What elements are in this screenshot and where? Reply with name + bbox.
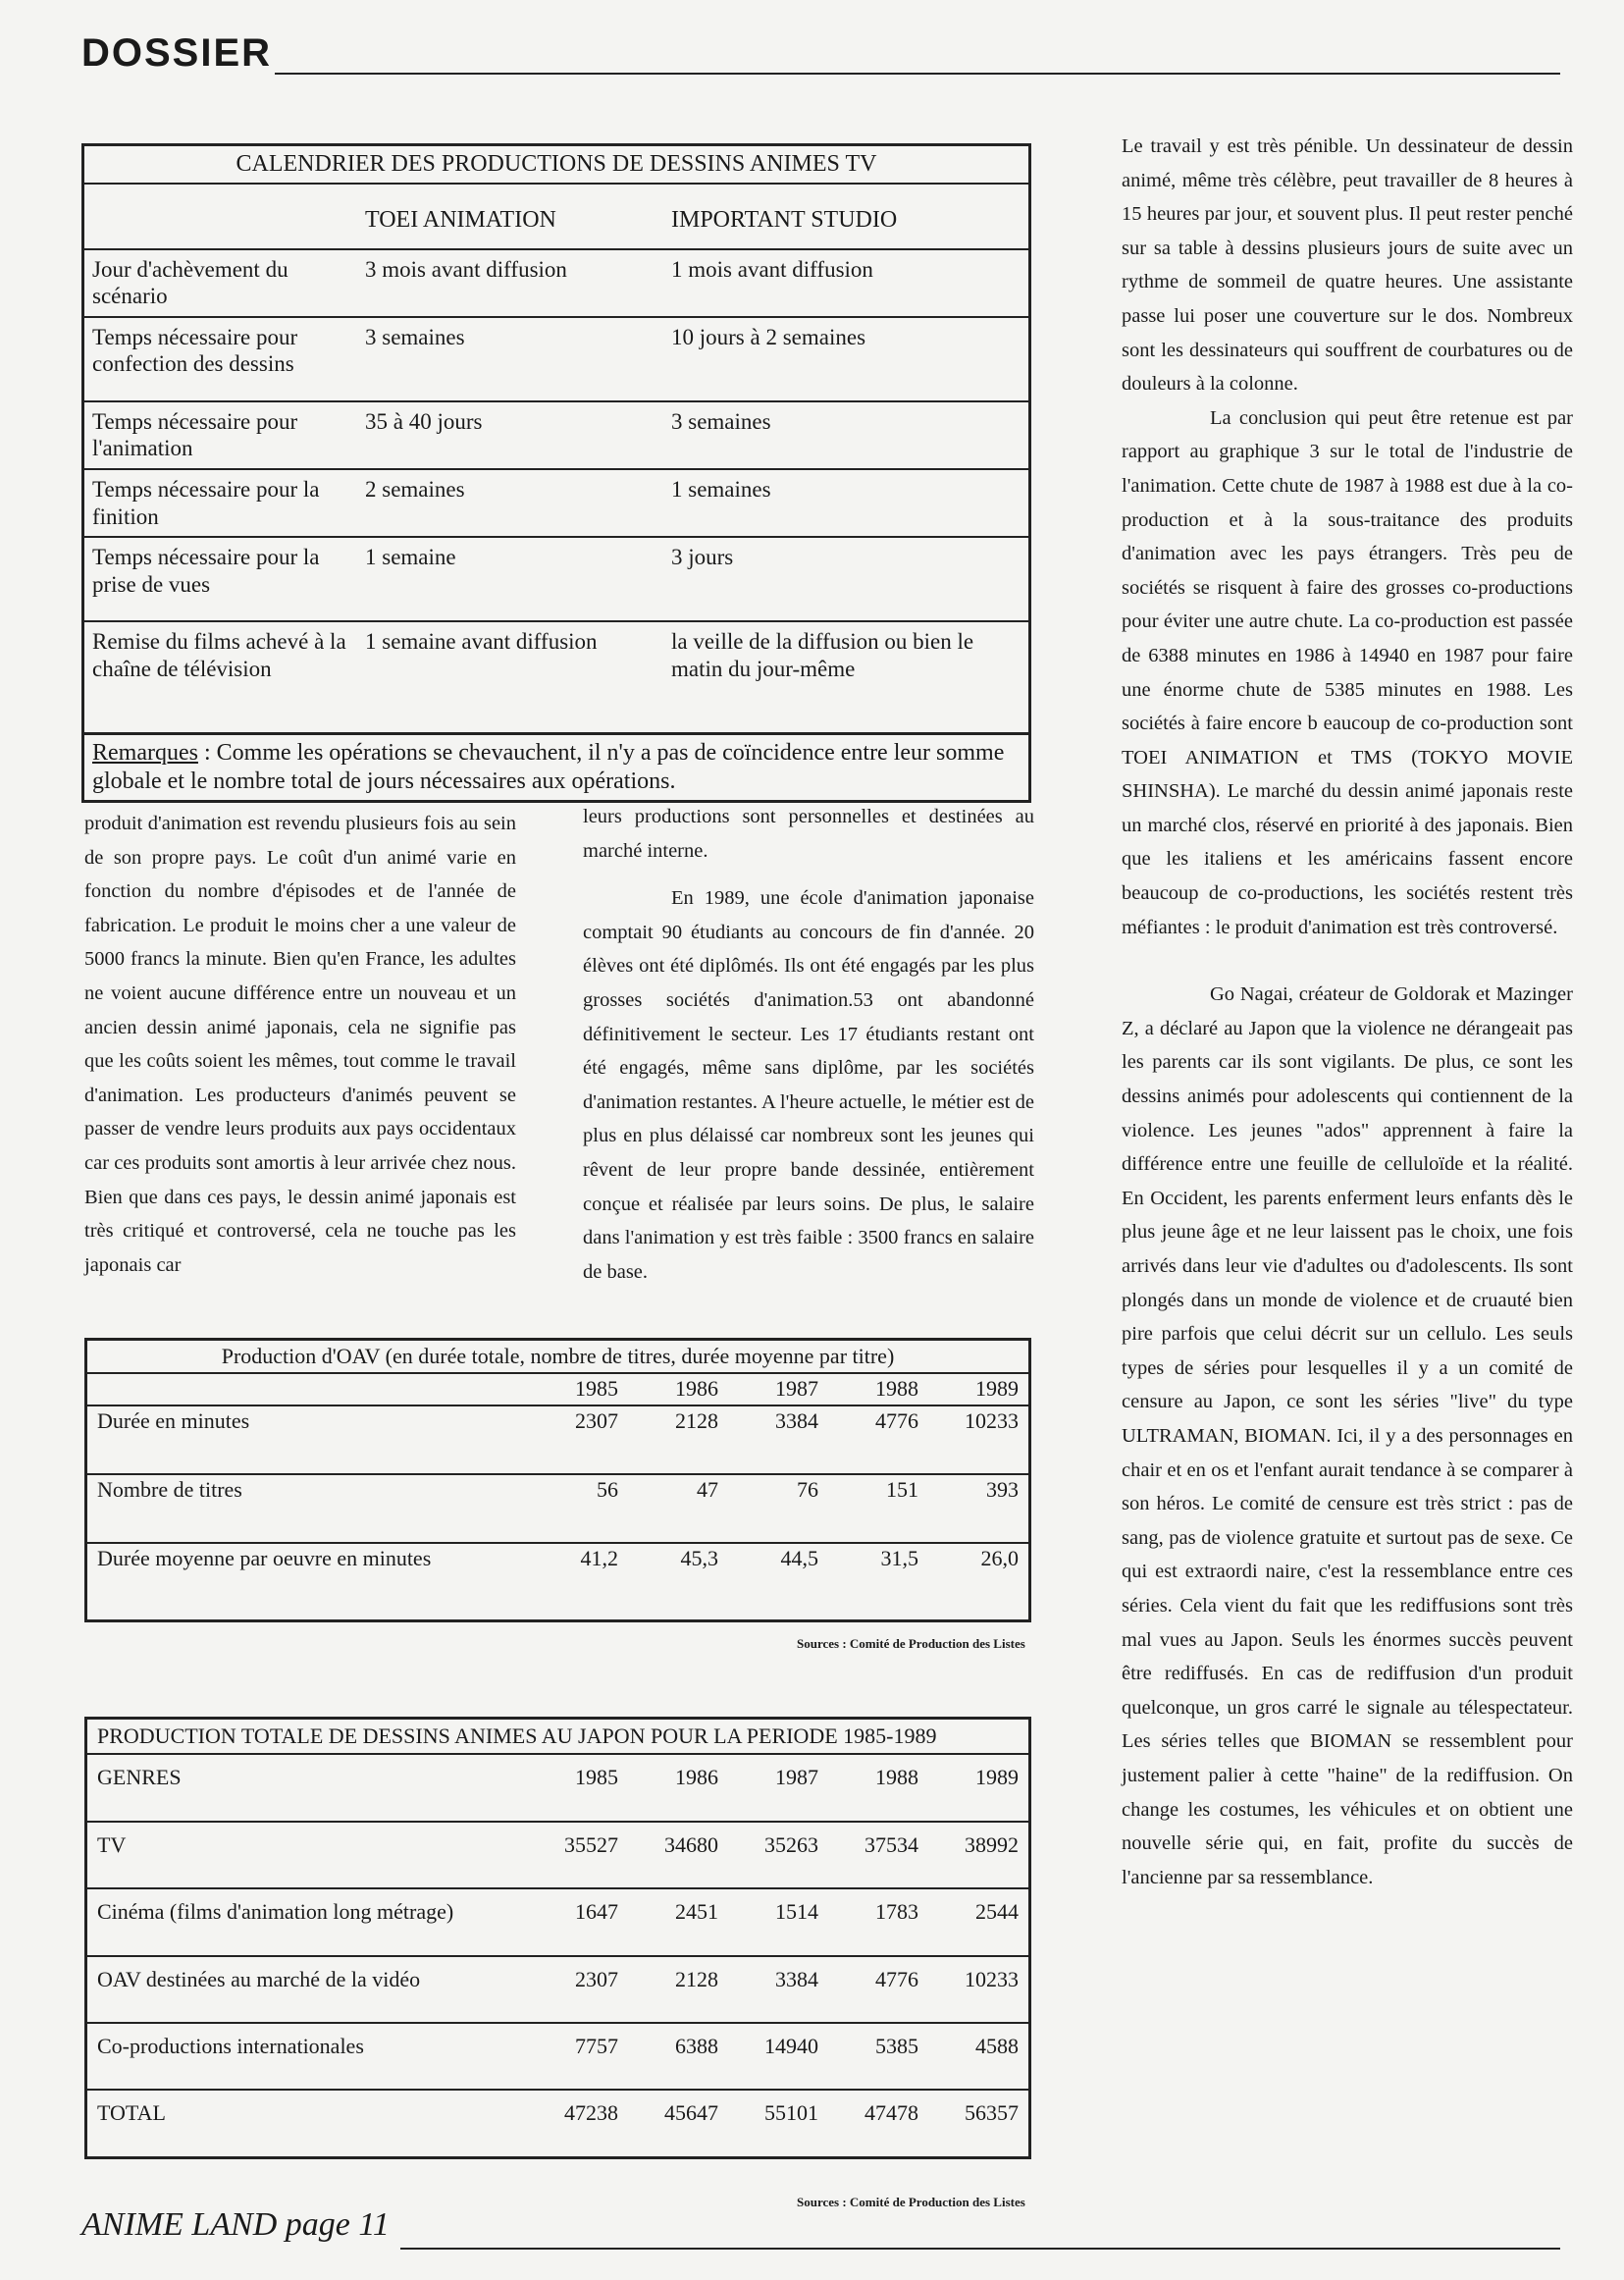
production-table: PRODUCTION TOTALE DE DESSINS ANIMES AU JAPON POUR LA PERIODE 1985-1989 GENRES 1985 1986 1987 1988 1989 TV 35527 34680 35263 37534 38992 Cinéma (films d'animation long métrage) 1647 2451 1514 1783 2544 OAV destinées au marché de la vidéo 2307 2128 3384 4776 10233 Co-productions internationales 7757 6388 14940 5385 4588 TOTAL 47238 45647 55101 47478 56357: [84, 1717, 1031, 2159]
footer-rule: [400, 2248, 1560, 2250]
calendar-row: Temps nécessaire pour la prise de vues 1 semaine 3 jours: [83, 537, 1030, 621]
calendar-col-toei: TOEI ANIMATION: [365, 206, 556, 233]
calendar-table: [81, 143, 1031, 803]
article-column-3: [1122, 130, 1573, 1894]
production-row: Co-productions internationales 7757 6388 14940 5385 4588: [86, 2023, 1030, 2090]
paragraph: Le travail y est très pénible. Un dessinateur de dessin animé, même très célèbre, peut travailler de 8 heures à 15 heures par jour, et souvent plus. Il peut rester penché sur sa table à dessins plusieurs jours de suite avec un rythme de sommeil de quatre heures. Une assistante passe lui poser une couverture sur le dos. Nombreux sont les dessinateurs qui souffrent de courbatures ou de douleurs à la colonne.: [1122, 135, 1573, 396]
calendar-row: Jour d'achèvement du scénario 3 mois avant diffusion 1 mois avant diffusion: [83, 249, 1030, 317]
oav-row: Nombre de titres 56 47 76 151 393: [86, 1474, 1030, 1543]
oav-table: Production d'OAV (en durée totale, nombre de titres, durée moyenne par titre) 1985 1986 1987 1988 1989 Durée en minutes 2307 2128 3384 4776 10233 Nombre de titres 56 47 76 151 393 Durée moyenne par oeuvre en minutes 41,2 45,3 44,5 31,5 26,0: [84, 1338, 1031, 1622]
paragraph: Go Nagai, créateur de Goldorak et Mazinger Z, a déclaré au Japon que la violence ne dérangeait pas les parents car ils sont vigilants. De plus, ce sont les dessins animés pour adolescents qui contiennent de la violence. Les jeunes "ados" apprennent à faire la différence entre une feuille de celluloïde et la réalité. En Occident, les parents enferment leurs enfants dès le plus jeune âge et ne leur laissent pas le choix, une fois arrivés dans leur vie d'adultes ou d'adolescents. Ils sont plongés dans un monde de violence et de cruauté bien pire parfois que celui décrit sur un cellulo. Les seuls types de séries pour lesquelles il y a un comité de censure au Japon, ce sont les séries "live" du type ULTRAMAN, BIOMAN. Ici, il y a des personnages en chair et en os et l'enfant aurait tendance à se comparer à son héros. Le comité de censure est très strict : pas de sang, pas de violence gratuite et surtout pas de sexe. Ce qui est extraordi naire, c'est la ressemblance entre ces séries. Cela vient du fait que les rediffusions sont très mal vues au Japon. Seuls les énormes succès peuvent être rediffusés. En cas de rediffusion d'un produit quelconque, un gros carré le signale au télespectateur. Les séries telles que BIOMAN se ressemblent pour justement palier à cette "haine" de la rediffusion. On change les costumes, les véhicules et on obtient une nouvelle série qui, en fait, profite du succès de l'ancienne par sa ressemblance.: [1122, 983, 1573, 1888]
article-column-2: [583, 800, 1034, 1289]
production-source: Sources : Comité de Production des Listes: [797, 2195, 1025, 2209]
section-header: DOSSIER: [81, 31, 273, 75]
calendar-remark: Remarques : Comme les opérations se chevauchent, il n'y a pas de coïncidence entre leur somme globale et le nombre total de jours nécessaires aux opérations.: [83, 734, 1030, 802]
header-rule: [275, 73, 1560, 75]
production-row: TOTAL 47238 45647 55101 47478 56357: [86, 2090, 1030, 2157]
paragraph: leurs productions sont personnelles et destinées au marché interne.: [583, 806, 1034, 862]
production-title: PRODUCTION TOTALE DE DESSINS ANIMES AU JAPON POUR LA PERIODE 1985-1989: [97, 1723, 937, 1748]
oav-source: Sources : Comité de Production des Listes: [797, 1636, 1025, 1651]
oav-title: Production d'OAV (en durée totale, nombre de titres, durée moyenne par titre): [86, 1340, 1030, 1374]
calendar-row: Temps nécessaire pour l'animation 35 à 40 jours 3 semaines: [83, 401, 1030, 469]
paragraph: La conclusion qui peut être retenue est par rapport au graphique 3 sur le total de l'industrie de l'animation. Cette chute de 1987 à 1988 est due à la co-production et à la sous-traitance des produits d'animation avec les pays étrangers. Très peu de sociétés se risquent à faire des grosses co-productions pour éviter une autre chute. La co-production est passée de 6388 minutes en 1986 à 14940 en 1987 pour faire une énorme chute de 5385 minutes en 1988. Les sociétés à faire encore b eaucoup de co-production sont TOEI ANIMATION et TMS (TOKYO MOVIE SHINSHA). Le marché du dessin animé japonais reste un marché clos, réservé en priorité à des japonais. Bien que les italiens et les américains fassent encore beaucoup de co-productions, les sociétés restent très méfiantes : le produit d'animation est très controversé.: [1122, 406, 1573, 938]
calendar-col-studio: IMPORTANT STUDIO: [671, 206, 898, 233]
calendar-title: CALENDRIER DES PRODUCTIONS DE DESSINS ANIMES TV: [83, 145, 1030, 184]
production-row: OAV destinées au marché de la vidéo 2307 2128 3384 4776 10233: [86, 1956, 1030, 2023]
paragraph: En 1989, une école d'animation japonaise comptait 90 étudiants au concours de fin d'année. 20 élèves ont été diplômés. Ils ont été engagés par les plus grosses sociétés d'animation.53 ont abandonné définitivement le secteur. Les 17 étudiants restant ont été engagés, même sans diplôme, par les sociétés d'animation restantes. A l'heure actuelle, le métier est de plus en plus délaissé car nombreux sont les jeunes qui rêvent de leur propre bande dessinée, entièrement conçue et réalisée par leurs soins. De plus, le salaire dans l'animation y est très faible : 3500 francs en salaire de base.: [583, 887, 1034, 1283]
page-footer: ANIME LAND page 11: [81, 2206, 390, 2243]
article-column-1: [84, 807, 516, 1282]
paragraph: produit d'animation est revendu plusieurs fois au sein de son propre pays. Le coût d'un animé varie en fonction du nombre d'épisodes et de l'année de fabrication. Le produit le moins cher a une valeur de 5000 francs la minute. Bien qu'en France, les adultes ne voient aucune différence entre un nouveau et un ancien dessin animé japonais, cela ne signifie pas que les coûts soient les mêmes, tout comme le travail d'animation. Les producteurs d'animés peuvent se passer de vendre leurs produits aux pays occidentaux car ces produits sont amortis à leur arrivée chez nous. Bien que dans ces pays, le dessin animé japonais est très critiqué et controversé, cela ne touche pas les japonais car: [84, 813, 516, 1276]
production-row: TV 35527 34680 35263 37534 38992: [86, 1822, 1030, 1888]
calendar-row: Temps nécessaire pour la finition 2 semaines 1 semaines: [83, 469, 1030, 537]
oav-row: Durée en minutes 2307 2128 3384 4776 10233: [86, 1405, 1030, 1474]
oav-row: Durée moyenne par oeuvre en minutes 41,2 45,3 44,5 31,5 26,0: [86, 1543, 1030, 1621]
calendar-row: Temps nécessaire pour confection des dessins 3 semaines 10 jours à 2 semaines: [83, 317, 1030, 401]
production-row: Cinéma (films d'animation long métrage) 1647 2451 1514 1783 2544: [86, 1888, 1030, 1955]
calendar-row: Remise du films achevé à la chaîne de télévision 1 semaine avant diffusion la veille de la diffusion ou bien le matin du jour-même: [83, 621, 1030, 734]
